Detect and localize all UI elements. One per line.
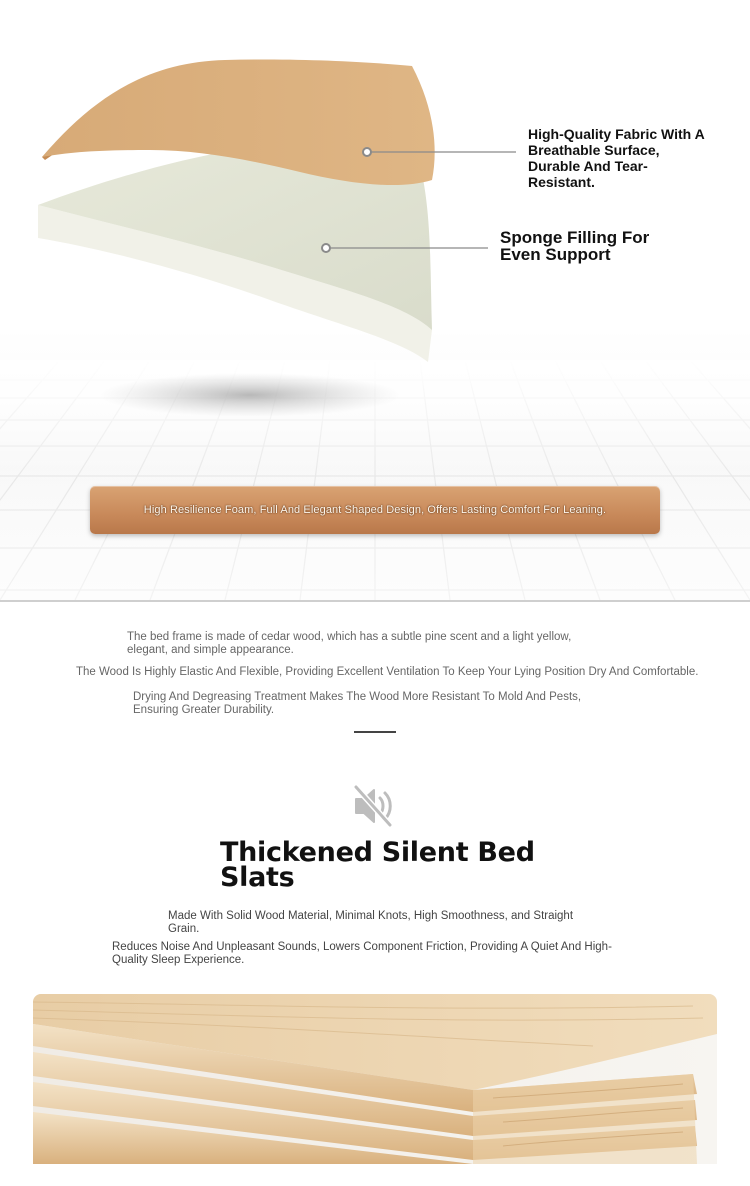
fabric-callout-text: High-Quality Fabric With A Breathable Surface, Durable And Tear-Resistant. — [528, 126, 705, 190]
floor-shadow — [100, 373, 400, 417]
slats-description-1: Made With Solid Wood Material, Minimal Knots, High Smoothness, and Straight Grain. — [168, 910, 574, 935]
slats-title: Thickened Silent Bed Slats — [220, 837, 535, 893]
wood-description-3: Drying And Degreasing Treatment Makes The Wood More Resistant To Mold And Pests, Ensuring Greater Durability. — [133, 691, 582, 716]
short-divider — [354, 731, 396, 733]
sponge-callout-text: Sponge Filling For Even Support — [500, 228, 650, 264]
slats-description-2: Reduces Noise And Unpleasant Sounds, Lowers Component Friction, Providing A Quiet And High-Quality Sleep Experience. — [112, 941, 612, 966]
mute-icon — [350, 783, 398, 829]
wood-description-2: The Wood Is Highly Elastic And Flexible, Providing Excellent Ventilation To Keep Your Lying Position Dry And Comfortable. — [76, 666, 699, 678]
banner-text: High Resilience Foam, Full And Elegant Shaped Design, Offers Lasting Comfort For Leaning. — [143, 504, 607, 516]
fabric-callout-dot — [363, 148, 371, 156]
sponge-callout-dot — [322, 244, 330, 252]
wood-slats-photo — [33, 994, 717, 1164]
foam-banner — [90, 486, 660, 534]
wood-description-1: The bed frame is made of cedar wood, which has a subtle pine scent and a light yellow, elegant, and simple appearance. — [127, 631, 572, 656]
section-divider — [0, 600, 750, 602]
